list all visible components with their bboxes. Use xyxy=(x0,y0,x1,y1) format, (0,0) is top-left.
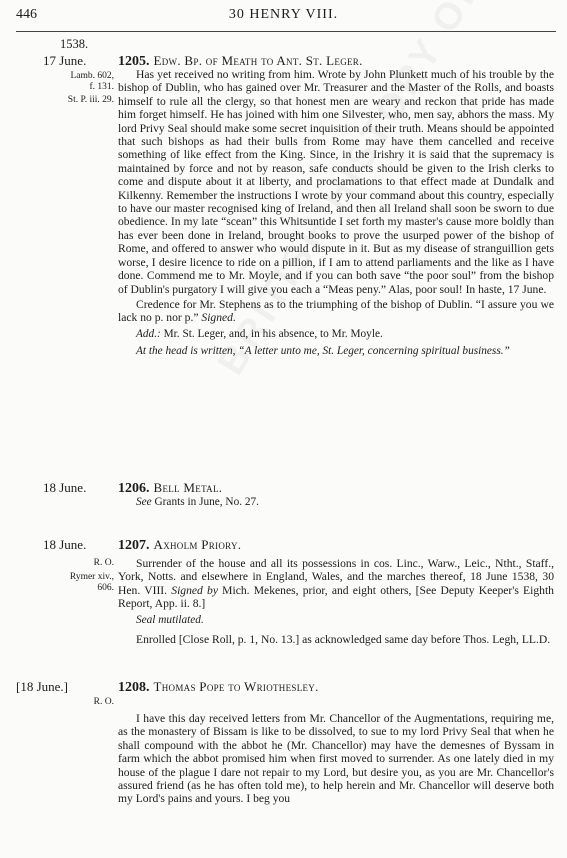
entry-body xyxy=(118,557,554,611)
address-note xyxy=(118,328,554,341)
running-title: 30 HENRY VIII. xyxy=(228,7,339,22)
entry-number: 1207. xyxy=(118,538,150,553)
entry-ref: St. P. iii. 29. xyxy=(67,95,114,105)
entry-ref: R. O. xyxy=(93,558,114,568)
see-label: See xyxy=(136,496,152,508)
head-note: At the head is written, “A letter unto me, St. Leger, concerning spiritual business.” xyxy=(136,345,510,358)
page-number: 446 xyxy=(16,7,37,22)
see-text: Grants in June, No. 27. xyxy=(154,496,260,508)
entry-heading xyxy=(118,479,222,497)
entry-text xyxy=(118,557,554,646)
entry-title: Thomas Pope to Wriothesley. xyxy=(153,679,319,694)
address-text: Mr. St. Leger, and, in his absence, to Mr. Moyle. xyxy=(163,327,383,340)
entry-number: 1206. xyxy=(118,481,150,496)
signed-note: Signed. xyxy=(201,311,236,325)
entry-ref: Lamb. 602, xyxy=(70,71,114,81)
entry-title: Axholm Priory. xyxy=(153,537,242,552)
entry-refs xyxy=(44,71,114,106)
signed-label: Signed by xyxy=(171,583,218,597)
header-rule xyxy=(16,31,556,32)
page-header xyxy=(0,7,567,31)
entry-date: 18 June. xyxy=(43,537,87,552)
see-reference: [See Deputy Keeper's Eighth Report, App. ii. 8.] xyxy=(118,583,554,611)
signed-text: Mich. Mekenes, prior, and eight others, xyxy=(222,583,412,597)
entry-body: I have this day received letters from Mr. Chancellor of the Augmentations, requiring me, as the monastery of Bissam is like to be dissolved, to sue to my lord Privy Seal that when he shall compound with the abbot he (Mr. Chancellor) may have the demesnes of Byssam in farm which the abbot promised him when first moved to surrender. As one lately died in my house of the plague I dare not repair to my Lord, but desire you, as you are Mr. Chancellor's assured friend (as he has often told me), to help herein and Mr. Chancellor will deserve both my Lord's pains and yours. I beg you xyxy=(118,712,554,806)
entry-text xyxy=(118,68,554,359)
entry-heading xyxy=(118,536,241,554)
entry-ref: f. 131. xyxy=(89,82,114,92)
entry-title: Bell Metal. xyxy=(153,480,223,495)
year-heading: 1538. xyxy=(60,37,89,51)
entry-heading xyxy=(118,678,319,696)
entry-ref: 606. xyxy=(97,583,114,593)
entry-date: 17 June. xyxy=(43,53,87,68)
entry-body: Has yet received no writing from him. Wrote by John Plunkett much of his trouble by the bishop of Dublin, who has gained over Mr. Treasurer and the Master of the Rolls, and boasts himself to rule all the clergy, so that honest men are weary and reckon that pride has made him forget himself. He has joined with him one Silvester, who, men say, abhors the mass. My lord Privy Seal should make some secret inquisition of their truth. Means should be appointed that such bishops as had their bulls from Rome may have them cancelled and receive something of like effect from the King. Since, in the Irishry it is said that the supremacy is maintained by force and not by reason, safe conducts should be given to the Irish clerks to come and dispute about it at liberty, and proclamations to that effect made at Dundalk and Kilkenny. Remember the instructions I wrote by your command about this country, especially to have our master recognised king of Ireland, and then all Ireland shall soon be sworn to due obedience. In my late “scean” this Whitsuntide I set forth my master's cause more boldly than has ever been done in Ireland, brought books to prove the usurped power of the bishop of Rome, and offered to answer who would dispute in it. But as my disease of stranguillion gets worse, I desire licence to ride on a pillion, if I am to attend parliaments and the like as I have done. Commend me to Mr. Moyle, and if you can both save “the poor soul” from the bishop of Dublin's purgatory I will give you each a “Meas peny.” Alas, poor soul! In haste, 17 June. xyxy=(118,68,554,296)
entry-number: 1205. xyxy=(118,54,150,69)
credence-text: Credence for Mr. Stephens as to the triumphing of the bishop of Dublin. “I assure you we lack no p. nor p.” xyxy=(118,297,554,325)
entry-ref: Rymer xiv., xyxy=(69,572,114,582)
entry-date: [18 June.] xyxy=(16,679,68,694)
entry-date: 18 June. xyxy=(43,480,87,495)
seal-note: Seal mutilated. xyxy=(136,613,204,626)
entry-credence xyxy=(118,298,554,325)
enrolled-note: Enrolled [Close Roll, p. 1, No. 13.] as acknowledged same day before Thos. Legh, LL.D. xyxy=(136,633,551,647)
entry-refs xyxy=(44,697,114,708)
address-label: Add.: xyxy=(136,327,161,340)
see-reference xyxy=(136,496,259,509)
entry-ref: R. O. xyxy=(93,697,114,707)
entry-refs xyxy=(44,558,114,594)
entry-text xyxy=(118,712,554,806)
surrender-text: Surrender of the house and all its possessions in cos. Linc., Warw., Leic., Ntht., Staff., York, Notts. and elsewhere in England, Wales, and the marches thereof, 18 June 1538, 30 Hen. VIII. xyxy=(118,557,554,597)
entry-title: Edw. Bp. of Meath to Ant. St. Leger. xyxy=(153,53,363,68)
entry-number: 1208. xyxy=(118,680,150,695)
